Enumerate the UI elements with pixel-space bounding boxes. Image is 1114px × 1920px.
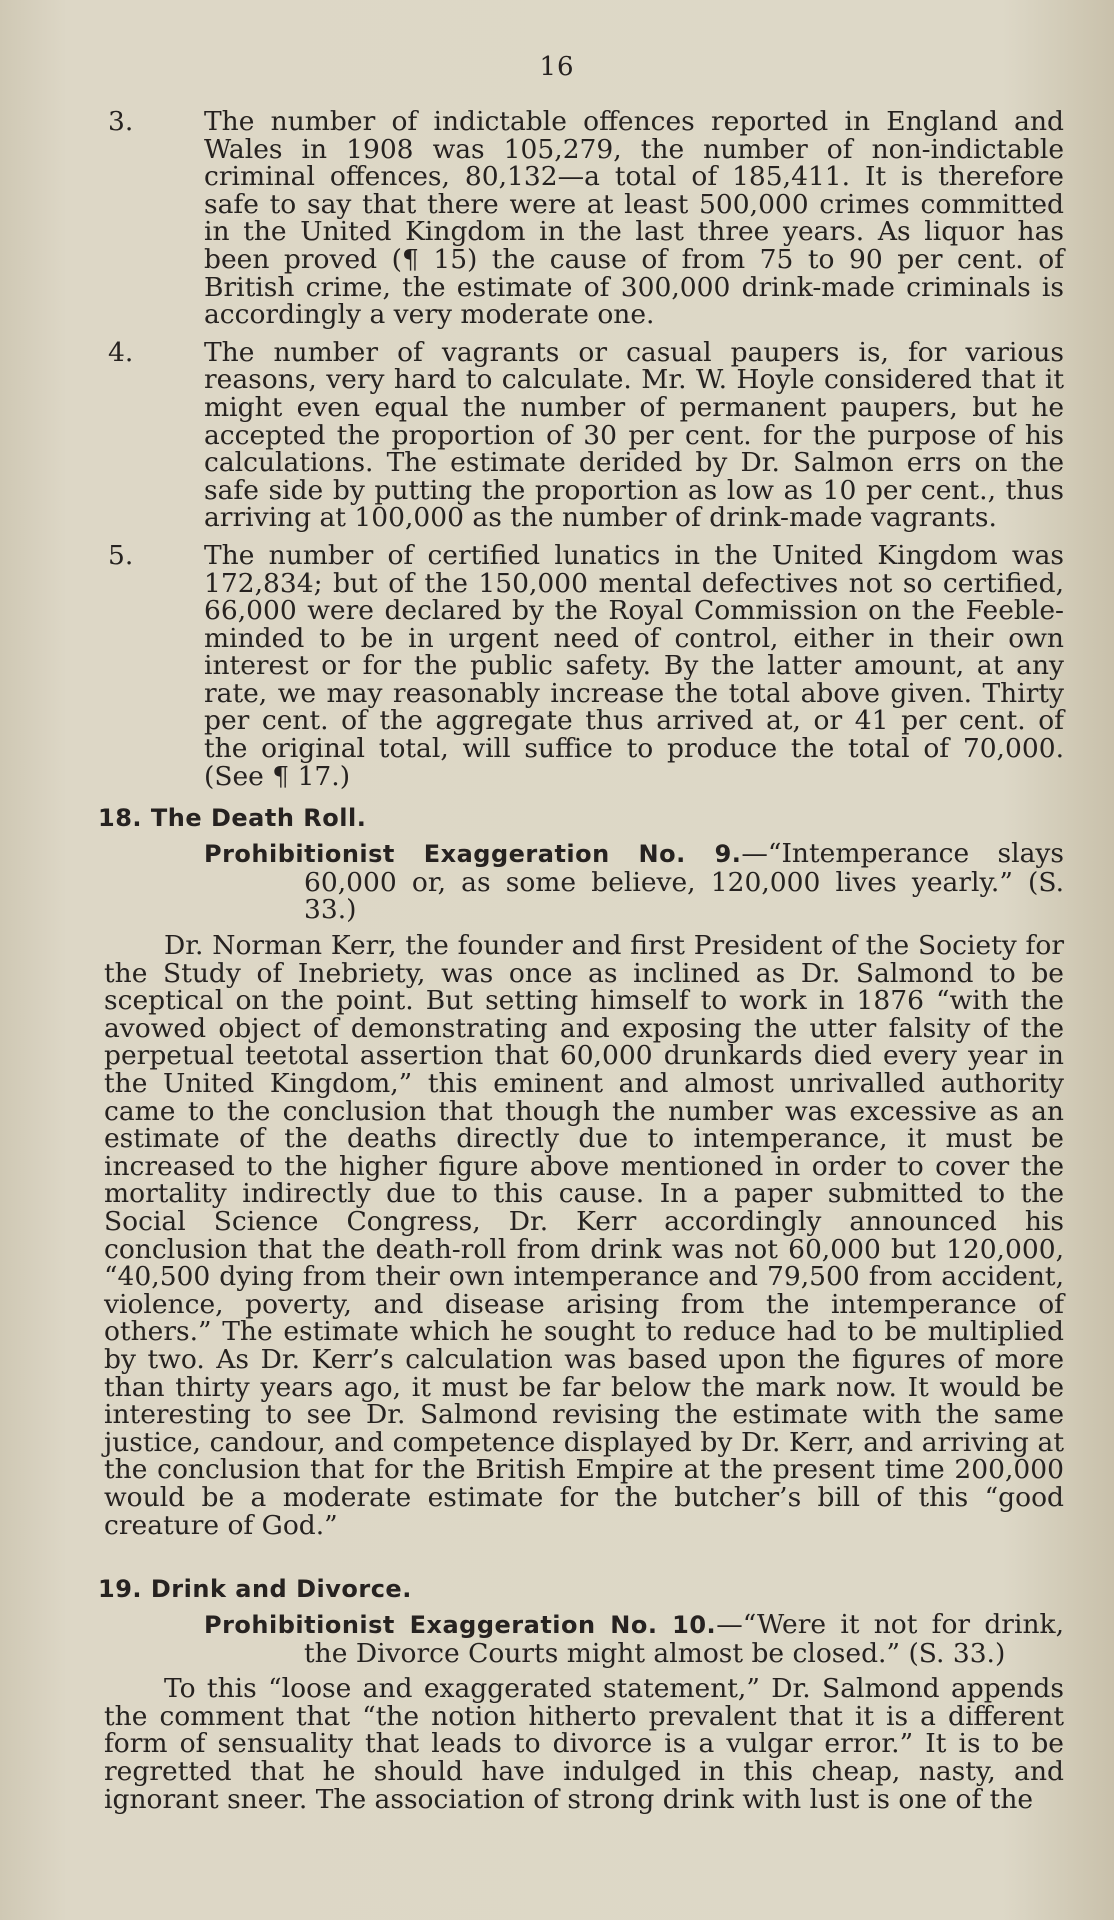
exaggeration-text: —“Intemperance slays 60,000 or, as some believe, 120,000 lives yearly.” (S. 33.) xyxy=(304,838,1064,926)
list-item-number: 4. xyxy=(108,336,134,368)
section-heading-drink-divorce: 19. Drink and Divorce. xyxy=(98,1575,412,1604)
section-heading-death-roll: 18. The Death Roll. xyxy=(98,804,367,833)
exaggeration-text: —“Were it not for drink, the Divorce Courts might almost be closed.” (S. 33.) xyxy=(304,1609,1064,1669)
list-item-number: 5. xyxy=(108,539,134,571)
list-item-number: 3. xyxy=(108,106,134,137)
exaggeration-label: Prohibitionist Exaggeration No. 10. xyxy=(204,1611,717,1640)
list-item xyxy=(104,539,1064,792)
exaggeration-quote xyxy=(204,1611,1064,1667)
list-item xyxy=(104,108,1064,329)
list-item xyxy=(104,336,1064,534)
body-paragraph: Dr. Norman Kerr, the founder and first President of the Society for the Study of Inebriety, was once as inclined as Dr. Salmond to be sceptical on the point. But setting himself to work in 1876 “with the avowed object of demonstrating and exposing the utter falsity of the perpetual teetotal assertion that 60,000 drunkards died every year in the United Kingdom,” this eminent and almost unrivalled authority came to the conclusion that though the number was excessive as an estimate of the deaths directly due to intemperance, it must be increased to the higher figure above mentioned in order to cover the mortality indirectly due to this cause. In a paper submitted to the Social Science Congress, Dr. Kerr accordingly announced his conclusion that the death-roll from drink was not 60,000 but 120,000, “40,500 dying from their own intemperance and 79,500 from accident, violence, poverty, and disease arising from the intemperance of others.” The estimate which he sought to reduce had to be multiplied by two. As Dr. Kerr’s calculation was based upon the figures of more than thirty years ago, it must be far below the mark now. It would be interesting to see Dr. Salmond revising the estimate with the same justice, candour, and competence displayed by Dr. Kerr, and arriving at the conclusion that for the British Empire at the present time 200,000 would be a moderate estimate for the butcher’s bill of this “good creature of God.” xyxy=(104,930,1064,1541)
body-paragraph: To this “loose and exaggerated statement,” Dr. Salmond appends the comment that “the notion hitherto prevalent that it is a different form of sensuality that leads to divorce is a vulgar error.” It is to be regretted that he should have indulged in this cheap, nasty, and ignorant sneer. The association of strong drink with lust is one of the xyxy=(104,1673,1064,1815)
list-item-text: The number of vagrants or casual paupers is, for various reasons, very hard to calculate. Mr. W. Hoyle considered that it might even equal the number of permanent paupers, but he accepted the proportion of 30 per cent. for the purpose of his calculations. The estimate derided by Dr. Salmon errs on the safe side by putting the proportion as low as 10 per cent., thus arriving at 100,000 as the number of drink-made vagrants. xyxy=(204,336,1064,534)
exaggeration-label: Prohibitionist Exaggeration No. 9. xyxy=(204,840,742,869)
page-number: 16 xyxy=(539,52,575,82)
list-item-text: The number of indictable offences reported in England and Wales in 1908 was 105,279, the number of non-indictable criminal offences, 80,132—a total of 185,411. It is therefore safe to say that there were at least 500,000 crimes committed in the United Kingdom in the last three years. As liquor has been proved (¶ 15) the cause of from 75 to 90 per cent. of British crime, the estimate of 300,000 drink-made criminals is accordingly a very moderate one. xyxy=(204,106,1064,331)
exaggeration-quote xyxy=(204,840,1064,924)
page-content xyxy=(98,106,1064,1815)
list-item-text: The number of certified lunatics in the United Kingdom was 172,834; but of the 150,000 mental defectives not so certified, 66,000 were declared by the Royal Commission on the Feeble-minded to be in urgent need of control, either in their own interest or for the public safety. By the latter amount, at any rate, we may reasonably increase the total above given. Thirty per cent. of the aggregate thus arrived at, or 41 per cent. of the original total, will suffice to produce the total of 70,000. (See ¶ 17.) xyxy=(204,539,1064,792)
